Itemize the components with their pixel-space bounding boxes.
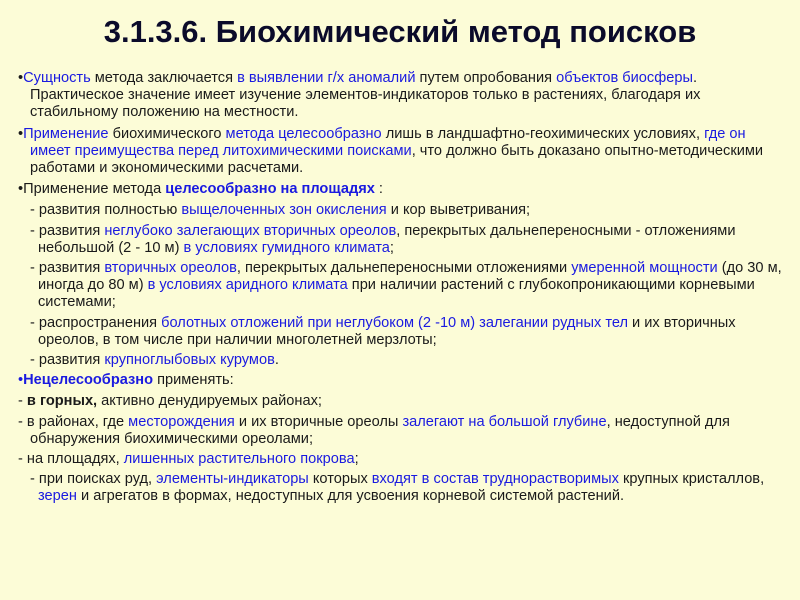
- paragraph-dash: [18, 451, 788, 468]
- highlighted-text: вторичных ореолов: [104, 260, 237, 277]
- paragraph-sub: [22, 202, 788, 219]
- highlighted-text: где он имеет преимущества перед литохимическими поисками: [30, 125, 746, 159]
- body-text: •: [18, 70, 24, 86]
- body-text: и их вторичных ореолов, в том числе при наличии многолетней мерзлоты;: [38, 314, 736, 348]
- highlighted-text: умеренной мощности: [571, 260, 718, 277]
- body-text: - развития: [30, 222, 105, 239]
- highlighted-text: Нецелесообразно: [23, 372, 154, 389]
- body-text: ;: [389, 239, 394, 256]
- body-text: - развития: [30, 260, 105, 277]
- highlighted-text: в условиях гумидного климата: [183, 239, 390, 256]
- paragraph-dash: [18, 393, 788, 410]
- highlighted-text: месторождения: [128, 413, 235, 430]
- highlighted-text: зерен: [38, 488, 77, 505]
- body-text: :: [374, 181, 383, 198]
- body-text: , перекрытых дальнепереносными - отложениями небольшой (2 - 10 м): [38, 222, 736, 256]
- body-text: крупных кристаллов,: [618, 471, 765, 488]
- paragraph-sub: [22, 260, 788, 312]
- body-text: - при поисках руд,: [30, 471, 157, 488]
- body-text: метода заключается: [90, 70, 238, 86]
- body-text: -: [18, 393, 27, 410]
- highlighted-text: в условиях аридного климата: [147, 277, 348, 294]
- body-text: путем опробования: [415, 70, 557, 86]
- body-text: - развития: [30, 352, 105, 369]
- highlighted-text: лишенных растительного покрова: [123, 451, 355, 468]
- body-text: - в районах, где: [18, 413, 129, 430]
- highlighted-text: крупноглыбовых курумов: [104, 352, 275, 369]
- body-text: биохимического: [108, 125, 226, 142]
- slide-body: [18, 70, 788, 509]
- body-text: . Практическое значение имеет изучение элементов-индикаторов только в растениях, благодаря их стабильному положению на местности.: [30, 70, 701, 121]
- body-text: - распространения: [30, 314, 162, 331]
- body-text: и их вторичные ореолы: [234, 413, 403, 430]
- paragraph-sub: [22, 352, 788, 369]
- body-text: в горных,: [26, 393, 98, 410]
- body-text: - развития полностью: [30, 202, 182, 219]
- highlighted-text: в выявлении г/х аномалий: [237, 70, 416, 86]
- body-text: ;: [354, 451, 359, 468]
- paragraph-sub: [22, 315, 788, 349]
- paragraph-bullet: [18, 126, 788, 178]
- body-text: (до 30 м, иногда до 80 м): [38, 260, 782, 294]
- highlighted-text: неглубоко залегающих вторичных ореолов: [104, 222, 397, 239]
- highlighted-text: целесообразно на площадях: [165, 181, 375, 198]
- body-text: •Применение метода: [18, 181, 166, 198]
- highlighted-text: •: [18, 372, 24, 389]
- highlighted-text: Применение: [23, 125, 109, 142]
- paragraph-bullet: [18, 372, 788, 389]
- body-text: которых: [308, 471, 372, 488]
- body-text: , перекрытых дальнепереносными отложениями: [236, 260, 572, 277]
- paragraph-sub: [22, 223, 788, 257]
- body-text: , недоступной для обнаружения биохимическими ореолами;: [30, 413, 730, 447]
- body-text: , что должно быть доказано опытно-методическими работами и экономическими расчетами.: [30, 142, 764, 177]
- paragraph-bullet: [18, 181, 788, 198]
- highlighted-text: залегают на большой глубине: [402, 413, 607, 430]
- body-text: •: [18, 125, 24, 142]
- body-text: применять:: [153, 372, 234, 389]
- paragraph-dash: [18, 414, 788, 448]
- highlighted-text: болотных отложений при неглубоком (2 -10 м) залегании рудных тел: [161, 314, 628, 331]
- body-text: - на площадях,: [18, 451, 124, 468]
- page-title: 3.1.3.6. Биохимический метод поисков: [103, 14, 697, 49]
- body-text: при наличии растений с глубокопроникающими корневыми системами;: [38, 277, 755, 311]
- highlighted-text: объектов биосферы: [556, 70, 693, 86]
- paragraph-sub2: [22, 471, 788, 505]
- highlighted-text: Сущность: [23, 70, 91, 86]
- highlighted-text: входят в состав труднорастворимых: [371, 471, 619, 488]
- paragraph-bullet: [18, 70, 788, 122]
- body-text: и кор выветривания;: [386, 202, 531, 219]
- highlighted-text: элементы-индикаторы: [156, 471, 309, 488]
- body-text: лишь в ландшафтно-геохимических условиях,: [381, 125, 705, 142]
- highlighted-text: выщелоченных зон окисления: [181, 202, 387, 219]
- body-text: активно денудируемых районах;: [97, 393, 322, 410]
- body-text: .: [274, 352, 279, 369]
- highlighted-text: метода целесообразно: [225, 125, 382, 142]
- body-text: и агрегатов в формах, недоступных для усвоения корневой системой растений.: [76, 488, 625, 505]
